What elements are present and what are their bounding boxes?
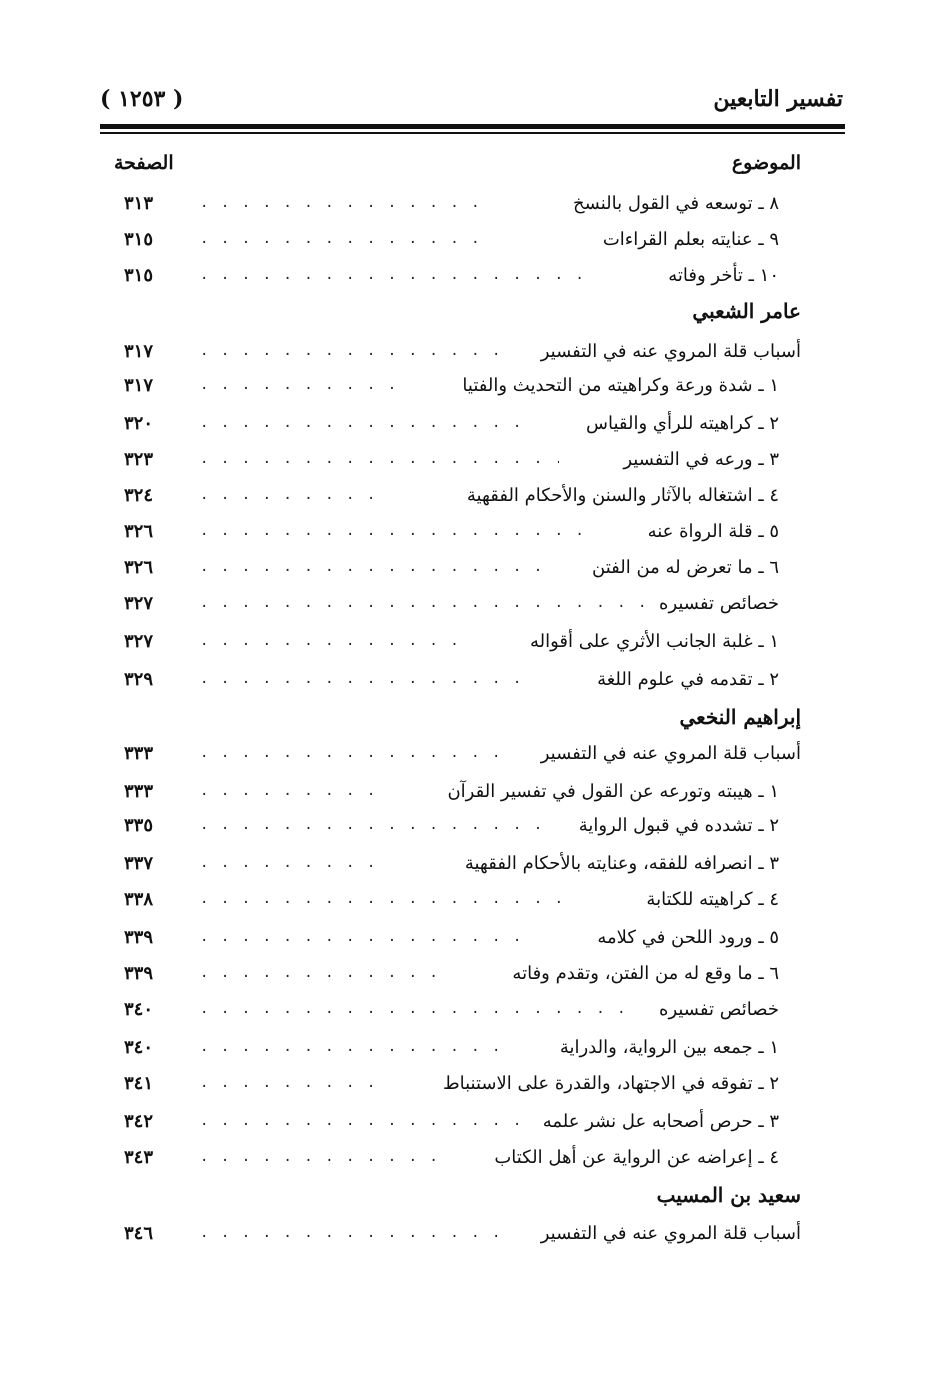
leader-dots — [200, 195, 479, 219]
toc-entry-title: أسباب قلة المروي عنه في التفسير — [537, 743, 801, 764]
leader-dots — [200, 1225, 501, 1249]
toc-entry-title: ٦ ـ ما تعرض له من الفتن — [588, 557, 779, 578]
leader-dots — [200, 855, 384, 879]
toc-entry-title: ١ ـ غلبة الجانب الأثري على أقواله — [526, 631, 779, 652]
toc-entry-title: أسباب قلة المروي عنه في التفسير — [537, 1223, 801, 1244]
toc-entry-title: ٣ ـ ورعه في التفسير — [619, 449, 779, 470]
toc-entry-page: ٣٢٤ — [124, 485, 154, 506]
toc-entry — [110, 485, 779, 515]
toc-entry-title: خصائص تفسيره — [655, 999, 779, 1020]
toc-entry — [110, 341, 801, 371]
toc-entry-page: ٣٢٧ — [124, 631, 154, 652]
toc-entry-page: ٣٣٣ — [124, 743, 154, 764]
leader-dots — [200, 633, 469, 657]
page-column-heading: الصفحة — [114, 152, 174, 174]
leader-dots — [200, 231, 494, 255]
toc-entry-page: ٣١٧ — [124, 341, 154, 362]
leader-dots — [200, 451, 559, 475]
toc-entry-title: ٥ ـ قلة الرواة عنه — [644, 521, 779, 542]
toc-entry-title: ١ ـ شدة ورعة وكراهيته من التحديث والفتيا — [458, 375, 779, 396]
topic-column-heading: الموضوع — [731, 152, 801, 174]
section-heading: سعيد بن المسيب — [656, 1183, 801, 1207]
leader-dots — [200, 559, 544, 583]
toc-entry-page: ٣٣٩ — [124, 963, 154, 984]
toc-entry-page: ٣٤١ — [124, 1073, 154, 1094]
leader-dots — [200, 929, 534, 953]
leader-dots — [200, 891, 574, 915]
leader-dots — [200, 745, 501, 769]
leader-dots — [200, 415, 519, 439]
leader-dots — [200, 783, 389, 807]
toc-entry-title: ١ ـ جمعه بين الرواية، والدراية — [556, 1037, 779, 1058]
toc-entry-title: ٤ ـ كراهيته للكتابة — [642, 889, 779, 910]
toc-entry-title: ٢ ـ تفوقه في الاجتهاد، والقدرة على الاستنباط — [439, 1073, 779, 1094]
toc-entry — [110, 375, 779, 405]
toc-entry — [110, 521, 779, 551]
leader-dots — [200, 487, 389, 511]
toc-entry — [110, 631, 779, 661]
toc-entry — [110, 1223, 801, 1253]
toc-entry-title: أسباب قلة المروي عنه في التفسير — [537, 341, 801, 362]
toc-entry-page: ٣٣٥ — [124, 815, 154, 836]
toc-entry-title: ٣ ـ حرص أصحابه عل نشر علمه — [539, 1111, 779, 1132]
toc-entry-page: ٣٣٧ — [124, 853, 154, 874]
leader-dots — [200, 1001, 639, 1025]
toc-entry-page: ٣١٥ — [124, 265, 154, 286]
toc-entry-page: ٣٢٧ — [124, 593, 154, 614]
toc-entry — [110, 1037, 779, 1067]
toc-entry — [110, 413, 779, 443]
leader-dots — [200, 343, 501, 367]
toc-entry-title: ٢ ـ كراهيته للرأي والقياس — [582, 413, 779, 434]
toc-entry-page: ٣١٣ — [124, 193, 154, 214]
toc-entry — [110, 815, 779, 845]
leader-dots — [200, 965, 449, 989]
page-number: ( ١٢٥٣ ) — [100, 86, 184, 112]
page-header — [100, 86, 843, 120]
toc-entry-title: ٥ ـ ورود اللحن في كلامه — [593, 927, 779, 948]
toc-entry-page: ٣٢٠ — [124, 413, 154, 434]
toc-entry-title: ٩ ـ عنايته بعلم القراءات — [599, 229, 779, 250]
toc-entry-title: ٤ ـ إعراضه عن الرواية عن أهل الكتاب — [490, 1147, 779, 1168]
toc-entry-title: ٦ ـ ما وقع له من الفتن، وتقدم وفاته — [508, 963, 779, 984]
section-heading: عامر الشعبي — [692, 299, 801, 323]
toc-entry — [110, 1073, 779, 1103]
leader-dots — [200, 523, 599, 547]
toc-entry — [110, 1147, 779, 1177]
leader-dots — [200, 817, 539, 841]
toc-entry — [110, 963, 779, 993]
leader-dots — [200, 671, 534, 695]
toc-entry-page: ٣٢٦ — [124, 557, 154, 578]
leader-dots — [200, 267, 599, 291]
toc-entry — [110, 781, 779, 811]
toc-entry-page: ٣١٧ — [124, 375, 154, 396]
toc-entry-page: ٣١٥ — [124, 229, 154, 250]
toc-entry — [110, 927, 779, 957]
toc-entry-page: ٣٣٣ — [124, 781, 154, 802]
leader-dots — [200, 1075, 384, 1099]
toc-entry-page: ٣٢٣ — [124, 449, 154, 470]
toc-entry-page: ٣٢٦ — [124, 521, 154, 542]
toc-entry — [110, 743, 801, 773]
toc-entry-title: خصائص تفسيره — [655, 593, 779, 614]
toc-entry-title: ٨ ـ توسعه في القول بالنسخ — [569, 193, 779, 214]
toc-entry — [110, 669, 779, 699]
running-title: تفسير التابعين — [713, 86, 843, 112]
toc-entry-page: ٣٤٠ — [124, 1037, 154, 1058]
toc-entry — [110, 593, 779, 623]
header-rule-thick — [100, 124, 845, 129]
section-heading: إبراهيم النخعي — [679, 705, 801, 729]
toc-entry-page: ٣٣٩ — [124, 927, 154, 948]
toc-entry-page: ٣٢٩ — [124, 669, 154, 690]
toc-entry — [110, 449, 779, 479]
toc-entry-page: ٣٤٢ — [124, 1111, 154, 1132]
toc-entry — [110, 999, 779, 1029]
toc-entry — [110, 853, 779, 883]
toc-entry — [110, 193, 779, 223]
leader-dots — [200, 377, 399, 401]
toc-entry — [110, 889, 779, 919]
toc-entry — [110, 1111, 779, 1141]
toc-entry-page: ٣٤٣ — [124, 1147, 154, 1168]
toc-entry-title: ٣ ـ انصرافه للفقه، وعنايته بالأحكام الفقهية — [461, 853, 779, 874]
leader-dots — [200, 1113, 519, 1137]
toc-entry — [110, 557, 779, 587]
leader-dots — [200, 1039, 509, 1063]
toc-entry-page: ٣٣٨ — [124, 889, 154, 910]
leader-dots — [200, 1149, 449, 1173]
header-rule-thin — [100, 132, 845, 134]
leader-dots — [200, 595, 654, 619]
toc-entry-title: ٢ ـ تشدده في قبول الرواية — [575, 815, 779, 836]
toc-entry-title: ٢ ـ تقدمه في علوم اللغة — [593, 669, 779, 690]
toc-entry-title: ١ ـ هيبته وتورعه عن القول في تفسير القرآن — [443, 781, 779, 802]
toc-entry-title: ١٠ ـ تأخر وفاته — [664, 265, 779, 286]
toc-entry-title: ٤ ـ اشتغاله بالآثار والسنن والأحكام الفقهية — [463, 485, 779, 506]
toc-entry — [110, 229, 779, 259]
toc-entry-page: ٣٤٠ — [124, 999, 154, 1020]
toc-entry-page: ٣٤٦ — [124, 1223, 154, 1244]
toc-entry — [110, 265, 779, 295]
